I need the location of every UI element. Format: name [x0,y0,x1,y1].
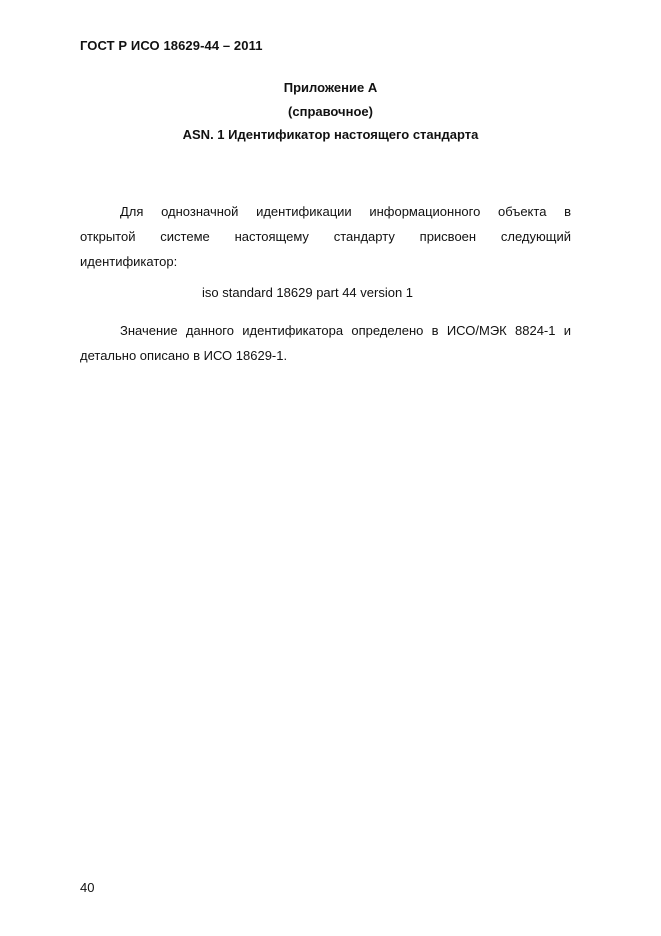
annex-title: Приложение А [283,80,378,95]
paragraph-identifier-intro [80,199,571,274]
annex-name: ASN. 1 Идентификатор настоящего стандарта [182,127,479,142]
page-number: 40 [80,880,95,895]
paragraph-identifier-definition [80,318,571,368]
standard-identifier: iso standard 18629 part 44 version 1 [202,285,414,300]
paragraph-line [80,318,571,343]
annex-kind: (справочное) [288,104,373,119]
paragraph-line-text: Значение данного идентификатора определено в ИСО/МЭК 8824-1 и [120,323,571,338]
paragraph-line: идентификатор: [80,254,178,269]
paragraph-line-text: Для однозначной идентификации информационного объекта в [120,204,571,219]
paragraph-line [80,199,571,224]
document-header-code: ГОСТ Р ИСО 18629-44 – 2011 [80,38,263,53]
paragraph-line: детально описано в ИСО 18629-1. [80,348,288,363]
paragraph-line: открытой системе настоящему стандарту присвоен следующий [80,229,571,244]
